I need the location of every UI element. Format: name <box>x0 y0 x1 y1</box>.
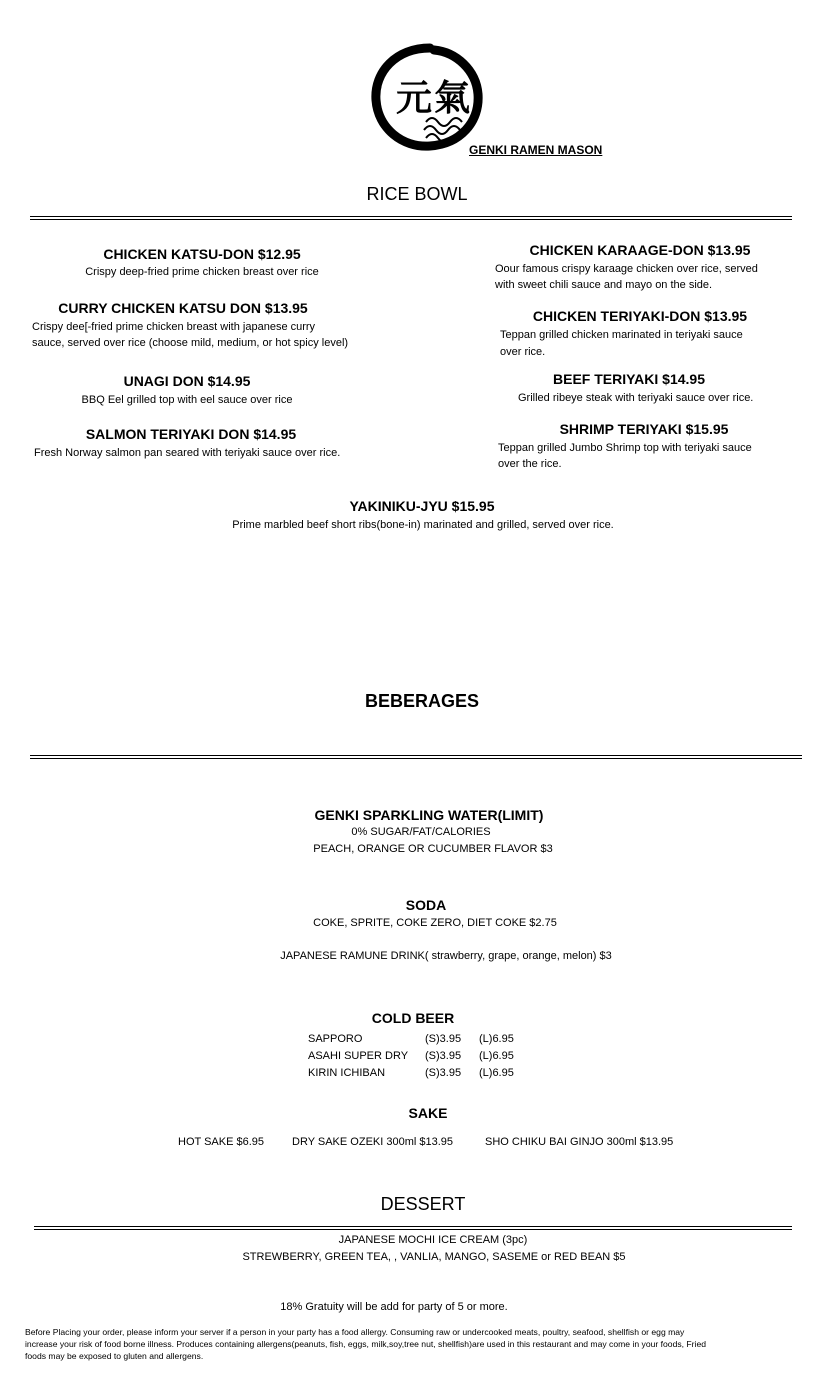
menu-item-desc: sauce, served over rice (choose mild, medium, or hot spicy level) <box>32 337 349 349</box>
dessert-detail: JAPANESE MOCHI ICE CREAM (3pc) <box>338 1234 528 1246</box>
menu-item-name: CURRY CHICKEN KATSU DON $13.95 <box>58 300 308 316</box>
beverages-divider <box>30 755 802 759</box>
menu-item-name: CHICKEN KATSU-DON $12.95 <box>103 246 301 262</box>
logo-glyphs: 元氣 <box>396 77 473 119</box>
beer-price-small: (S)3.95 <box>425 1033 462 1045</box>
sake-item: HOT SAKE $6.95 <box>178 1136 265 1148</box>
menu-item-desc: Fresh Norway salmon pan seared with teriyaki sauce over rice. <box>34 447 341 459</box>
dessert-title: DESSERT <box>380 1194 466 1214</box>
menu-item-desc: Crispy deep-fried prime chicken breast over rice <box>85 266 319 278</box>
beverage-detail: JAPANESE RAMUNE DRINK( strawberry, grape, orange, melon) $3 <box>280 950 612 962</box>
beverage-detail: COKE, SPRITE, COKE ZERO, DIET COKE $2.75 <box>313 917 557 929</box>
menu-item-name: BEEF TERIYAKI $14.95 <box>553 371 705 387</box>
allergy-line: Before Placing your order, please inform your server if a person in your party has a food allergy. Consuming raw or undercooked meats, poultry, seafood, shellfish or egg may <box>25 1327 685 1337</box>
menu-item-desc: BBQ Eel grilled top with eel sauce over rice <box>81 394 293 406</box>
dessert-divider <box>34 1226 792 1230</box>
menu-item-desc: Teppan grilled chicken marinated in teriyaki sauce <box>500 329 743 341</box>
menu-item-desc: Prime marbled beef short ribs(bone-in) marinated and grilled, served over rice. <box>232 519 614 531</box>
beer-price-large: (L)6.95 <box>479 1050 514 1062</box>
beer-row <box>308 1050 514 1062</box>
rice-bowl-divider <box>30 216 792 220</box>
beverages-title: BEBERAGES <box>364 691 480 711</box>
rice-bowl-title: RICE BOWL <box>366 184 468 204</box>
menu-item-name: CHICKEN TERIYAKI-DON $13.95 <box>532 308 748 324</box>
beer-price-small: (S)3.95 <box>425 1067 462 1079</box>
menu-item-desc: over rice. <box>500 346 546 358</box>
menu-item-name: YAKINIKU-JYU $15.95 <box>349 498 495 514</box>
beer-row <box>308 1067 514 1079</box>
beer-price-large: (L)6.95 <box>479 1033 514 1045</box>
allergy-notice <box>25 1326 825 1362</box>
beer-row <box>308 1033 514 1045</box>
menu-item-desc: Teppan grilled Jumbo Shrimp top with teriyaki sauce <box>498 442 752 454</box>
menu-item-desc: with sweet chili sauce and mayo on the side. <box>495 279 713 291</box>
beverage-name: GENKI SPARKLING WATER(LIMIT) <box>314 807 544 823</box>
menu-item-name: CHICKEN KARAAGE-DON $13.95 <box>529 242 751 258</box>
beer-name: SAPPORO <box>308 1033 363 1045</box>
beverage-name: SAKE <box>408 1105 448 1121</box>
menu-item-name: SHRIMP TERIYAKI $15.95 <box>559 421 729 437</box>
menu-item-name: UNAGI DON $14.95 <box>123 373 251 389</box>
brand-name: GENKI RAMEN MASON <box>469 143 603 157</box>
allergy-line: foods may be exposed to gluten and allergens. <box>25 1351 204 1361</box>
sake-item: SHO CHIKU BAI GINJO 300ml $13.95 <box>485 1136 674 1148</box>
menu-item-name: SALMON TERIYAKI DON $14.95 <box>85 426 297 442</box>
beer-price-large: (L)6.95 <box>479 1067 514 1079</box>
beverage-name: SODA <box>405 897 447 913</box>
beverage-detail: PEACH, ORANGE OR CUCUMBER FLAVOR $3 <box>313 843 553 855</box>
menu-item-desc: Crispy dee[-fried prime chicken breast with japanese curry <box>32 321 316 333</box>
menu-item-desc: over the rice. <box>498 458 562 470</box>
beer-price-small: (S)3.95 <box>425 1050 462 1062</box>
beverage-name: COLD BEER <box>371 1010 455 1026</box>
sake-item: DRY SAKE OZEKI 300ml $13.95 <box>292 1136 454 1148</box>
allergy-line: increase your risk of food borne illness. Produces containing allergens(peanuts, fish, eggs, milk,soy,tree nut, shellfish)are used in this restaurant and may come in your foods, Fried <box>25 1339 706 1349</box>
gratuity-note: 18% Gratuity will be add for party of 5 or more. <box>280 1301 508 1313</box>
beer-name: KIRIN ICHIBAN <box>308 1067 386 1079</box>
beer-name: ASAHI SUPER DRY <box>308 1050 409 1062</box>
beverage-detail: 0% SUGAR/FAT/CALORIES <box>351 826 491 838</box>
menu-item-desc: Oour famous crispy karaage chicken over rice, served <box>495 263 758 275</box>
dessert-detail: STREWBERRY, GREEN TEA, , VANLIA, MANGO, SASEME or RED BEAN $5 <box>242 1251 626 1263</box>
menu-item-desc: Grilled ribeye steak with teriyaki sauce over rice. <box>518 392 754 404</box>
